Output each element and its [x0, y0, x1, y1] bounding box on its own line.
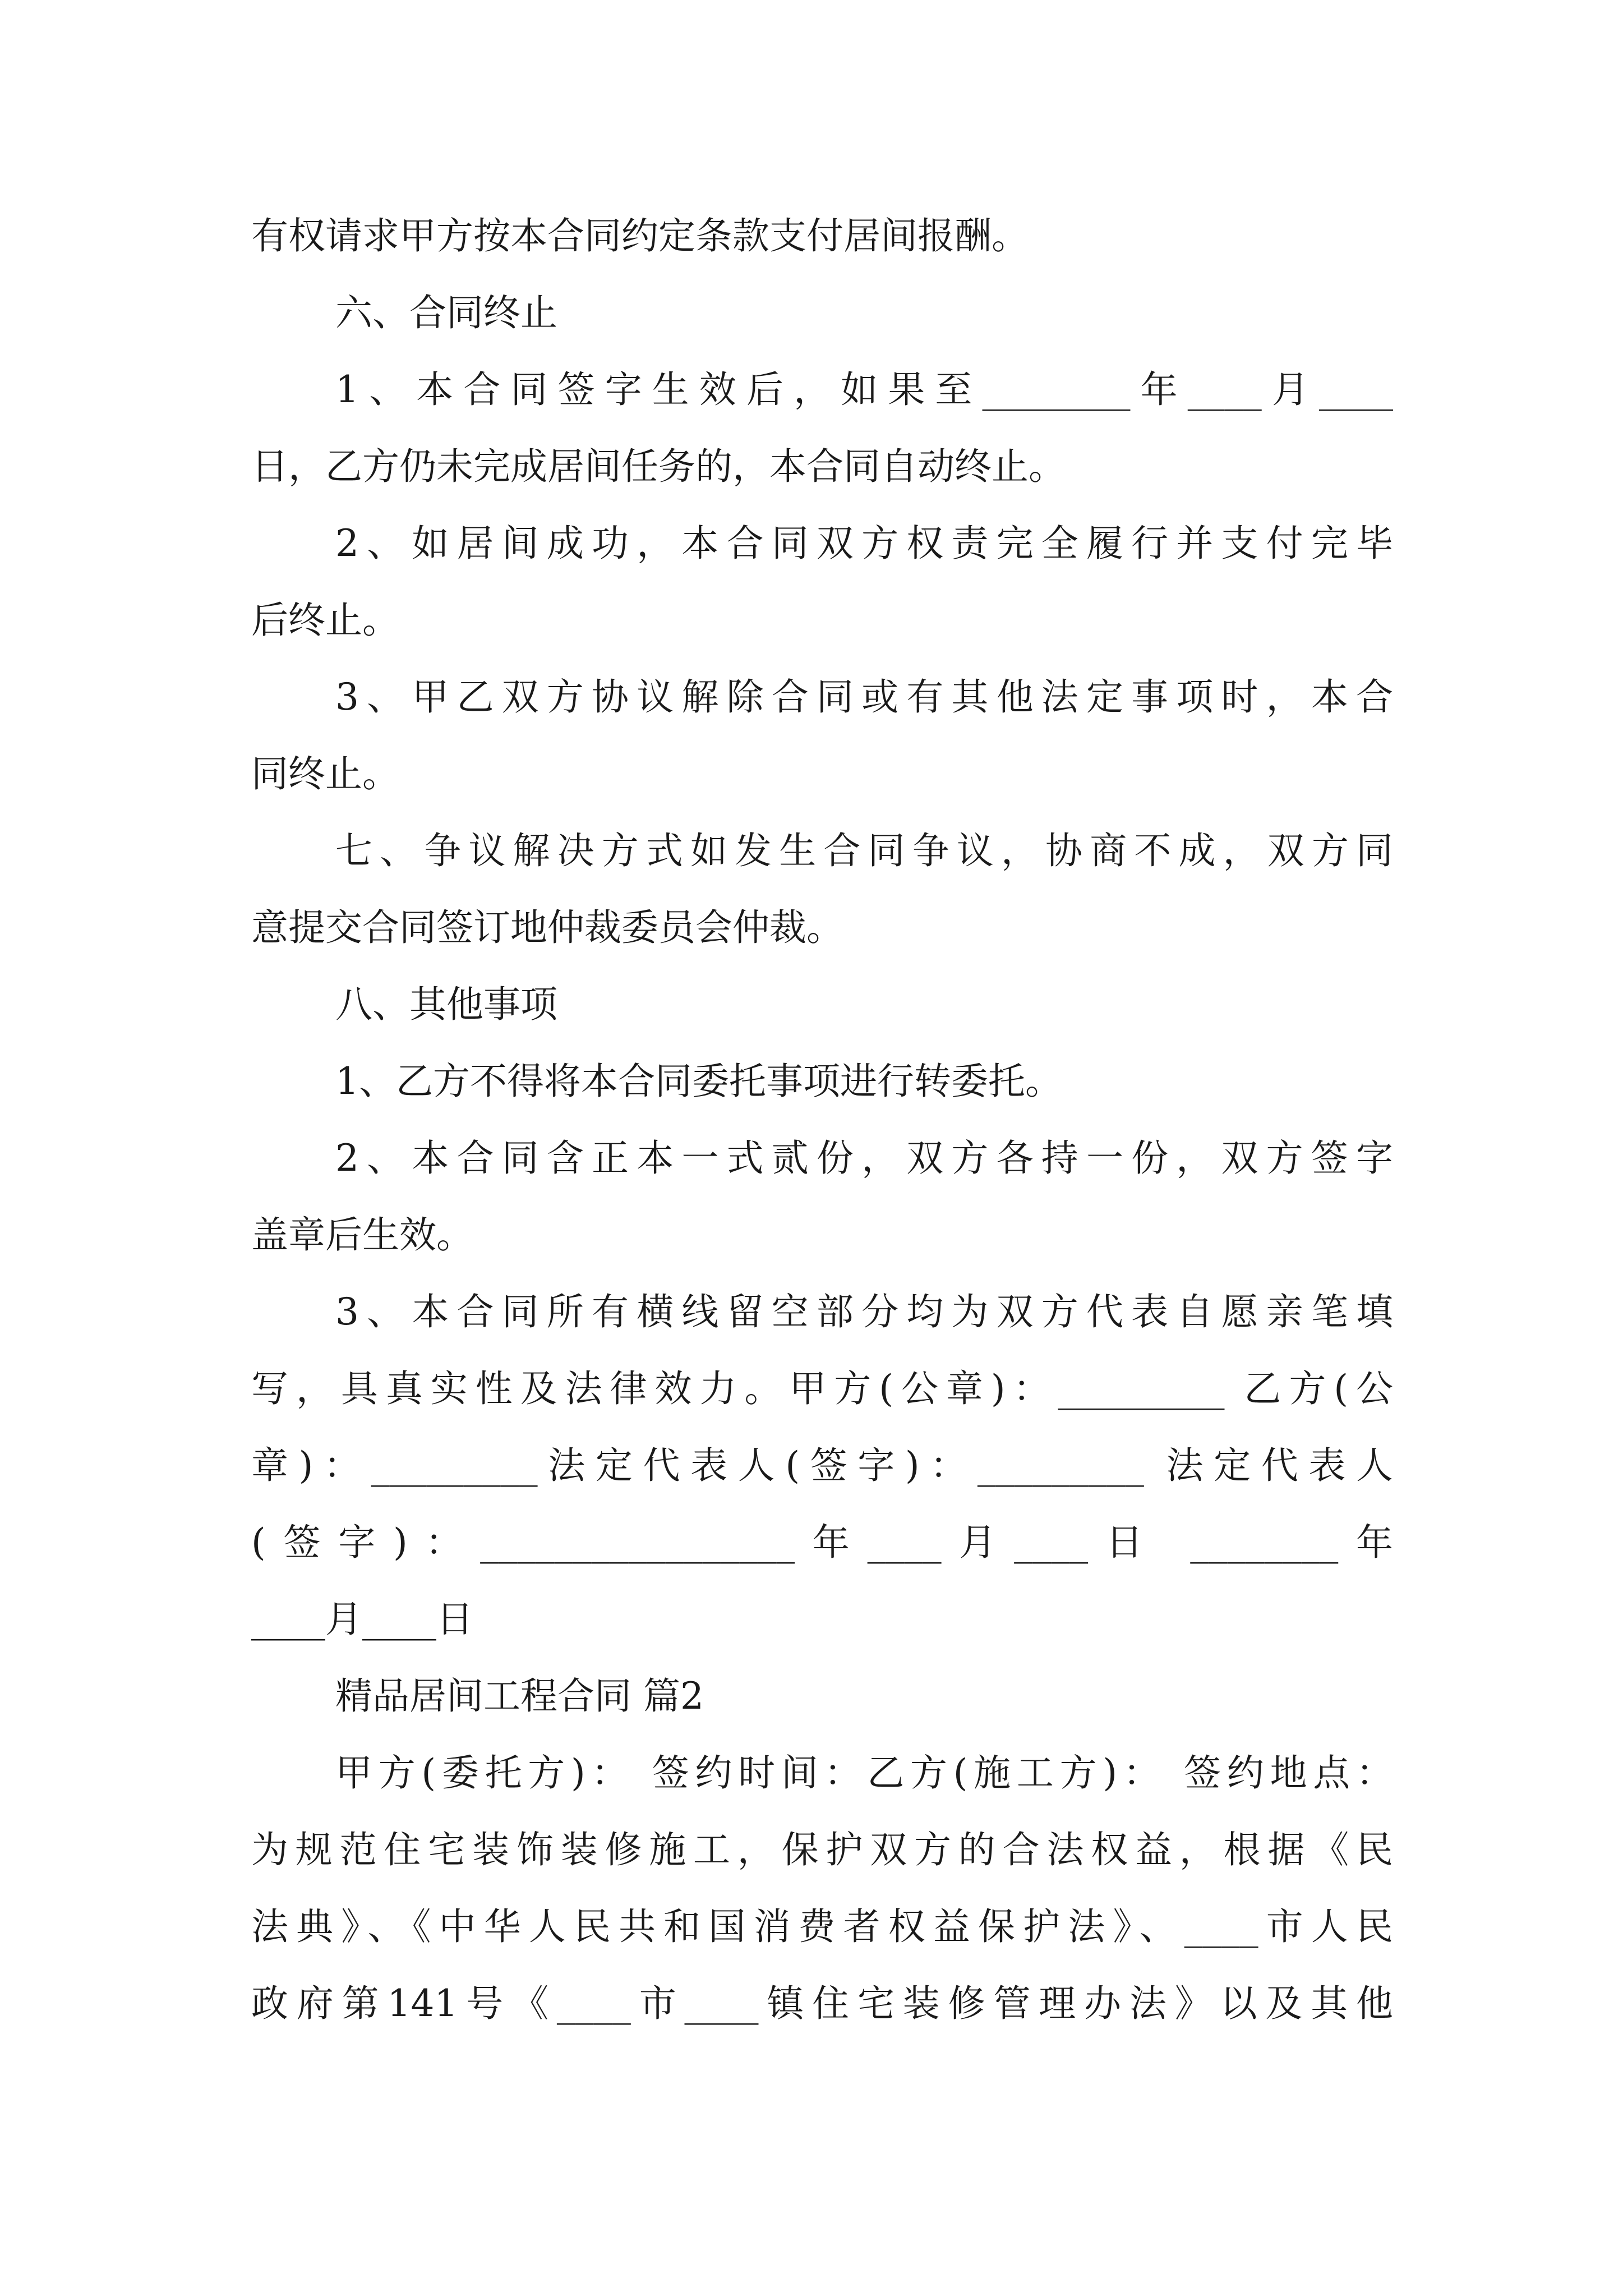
text-line-24: 政府第141号《____市____镇住宅装修管理办法》以及其他: [251, 1982, 1393, 2025]
section-heading-other-matters: 八、其他事项: [335, 983, 557, 1026]
text-line-6: 后终止。: [251, 599, 399, 642]
text-line-3: 1、本合同签字生效后，如果至________年____月____: [335, 368, 1393, 411]
text-line-10: 意提交合同签订地仲裁委员会仲裁。: [251, 906, 843, 949]
text-line-4: 日，乙方仍未完成居间任务的，本合同自动终止。: [251, 445, 1066, 488]
section-heading-dispute: 七、争议解决方式如发生合同争议，协商不成，双方同: [335, 829, 1393, 872]
text-line-15: 3、本合同所有横线留空部分均为双方代表自愿亲笔填: [335, 1290, 1393, 1333]
text-line-22: 为规范住宅装饰装修施工，保护双方的合法权益，根据《民: [251, 1828, 1393, 1871]
signature-line-3: (签字)：_________________年____月____日 ________年: [251, 1521, 1393, 1564]
text-line-12: 1、乙方不得将本合同委托事项进行转委托。: [335, 1060, 1062, 1103]
text-line-14: 盖章后生效。: [251, 1213, 473, 1257]
article-heading-part2: 精品居间工程合同 篇2: [335, 1674, 704, 1718]
text-line-7: 3、甲乙双方协议解除合同或有其他法定事项时，本合: [335, 675, 1393, 719]
signature-line-4: ____月____日: [251, 1598, 473, 1641]
text-line-13: 2、本合同含正本一式贰份，双方各持一份，双方签字: [335, 1137, 1393, 1180]
signature-line-2: 章)：_________法定代表人(签字)：_________ 法定代表人: [251, 1444, 1393, 1487]
text-line-8: 同终止。: [251, 752, 399, 795]
text-line-1: 有权请求甲方按本合同约定条款支付居间报酬。: [251, 214, 1029, 257]
text-line-5: 2、如居间成功，本合同双方权责完全履行并支付完毕: [335, 522, 1393, 565]
contract-text: [251, 197, 1393, 2042]
text-line-23: 法典》、《中华人民共和国消费者权益保护法》、____市人民: [251, 1905, 1393, 1948]
section-heading-termination: 六、合同终止: [335, 291, 557, 334]
party-info-line: 甲方(委托方)： 签约时间：乙方(施工方)： 签约地点：: [335, 1751, 1393, 1795]
signature-line-1: 写，具真实性及法律效力。甲方(公章)：_________ 乙方(公: [251, 1367, 1393, 1410]
